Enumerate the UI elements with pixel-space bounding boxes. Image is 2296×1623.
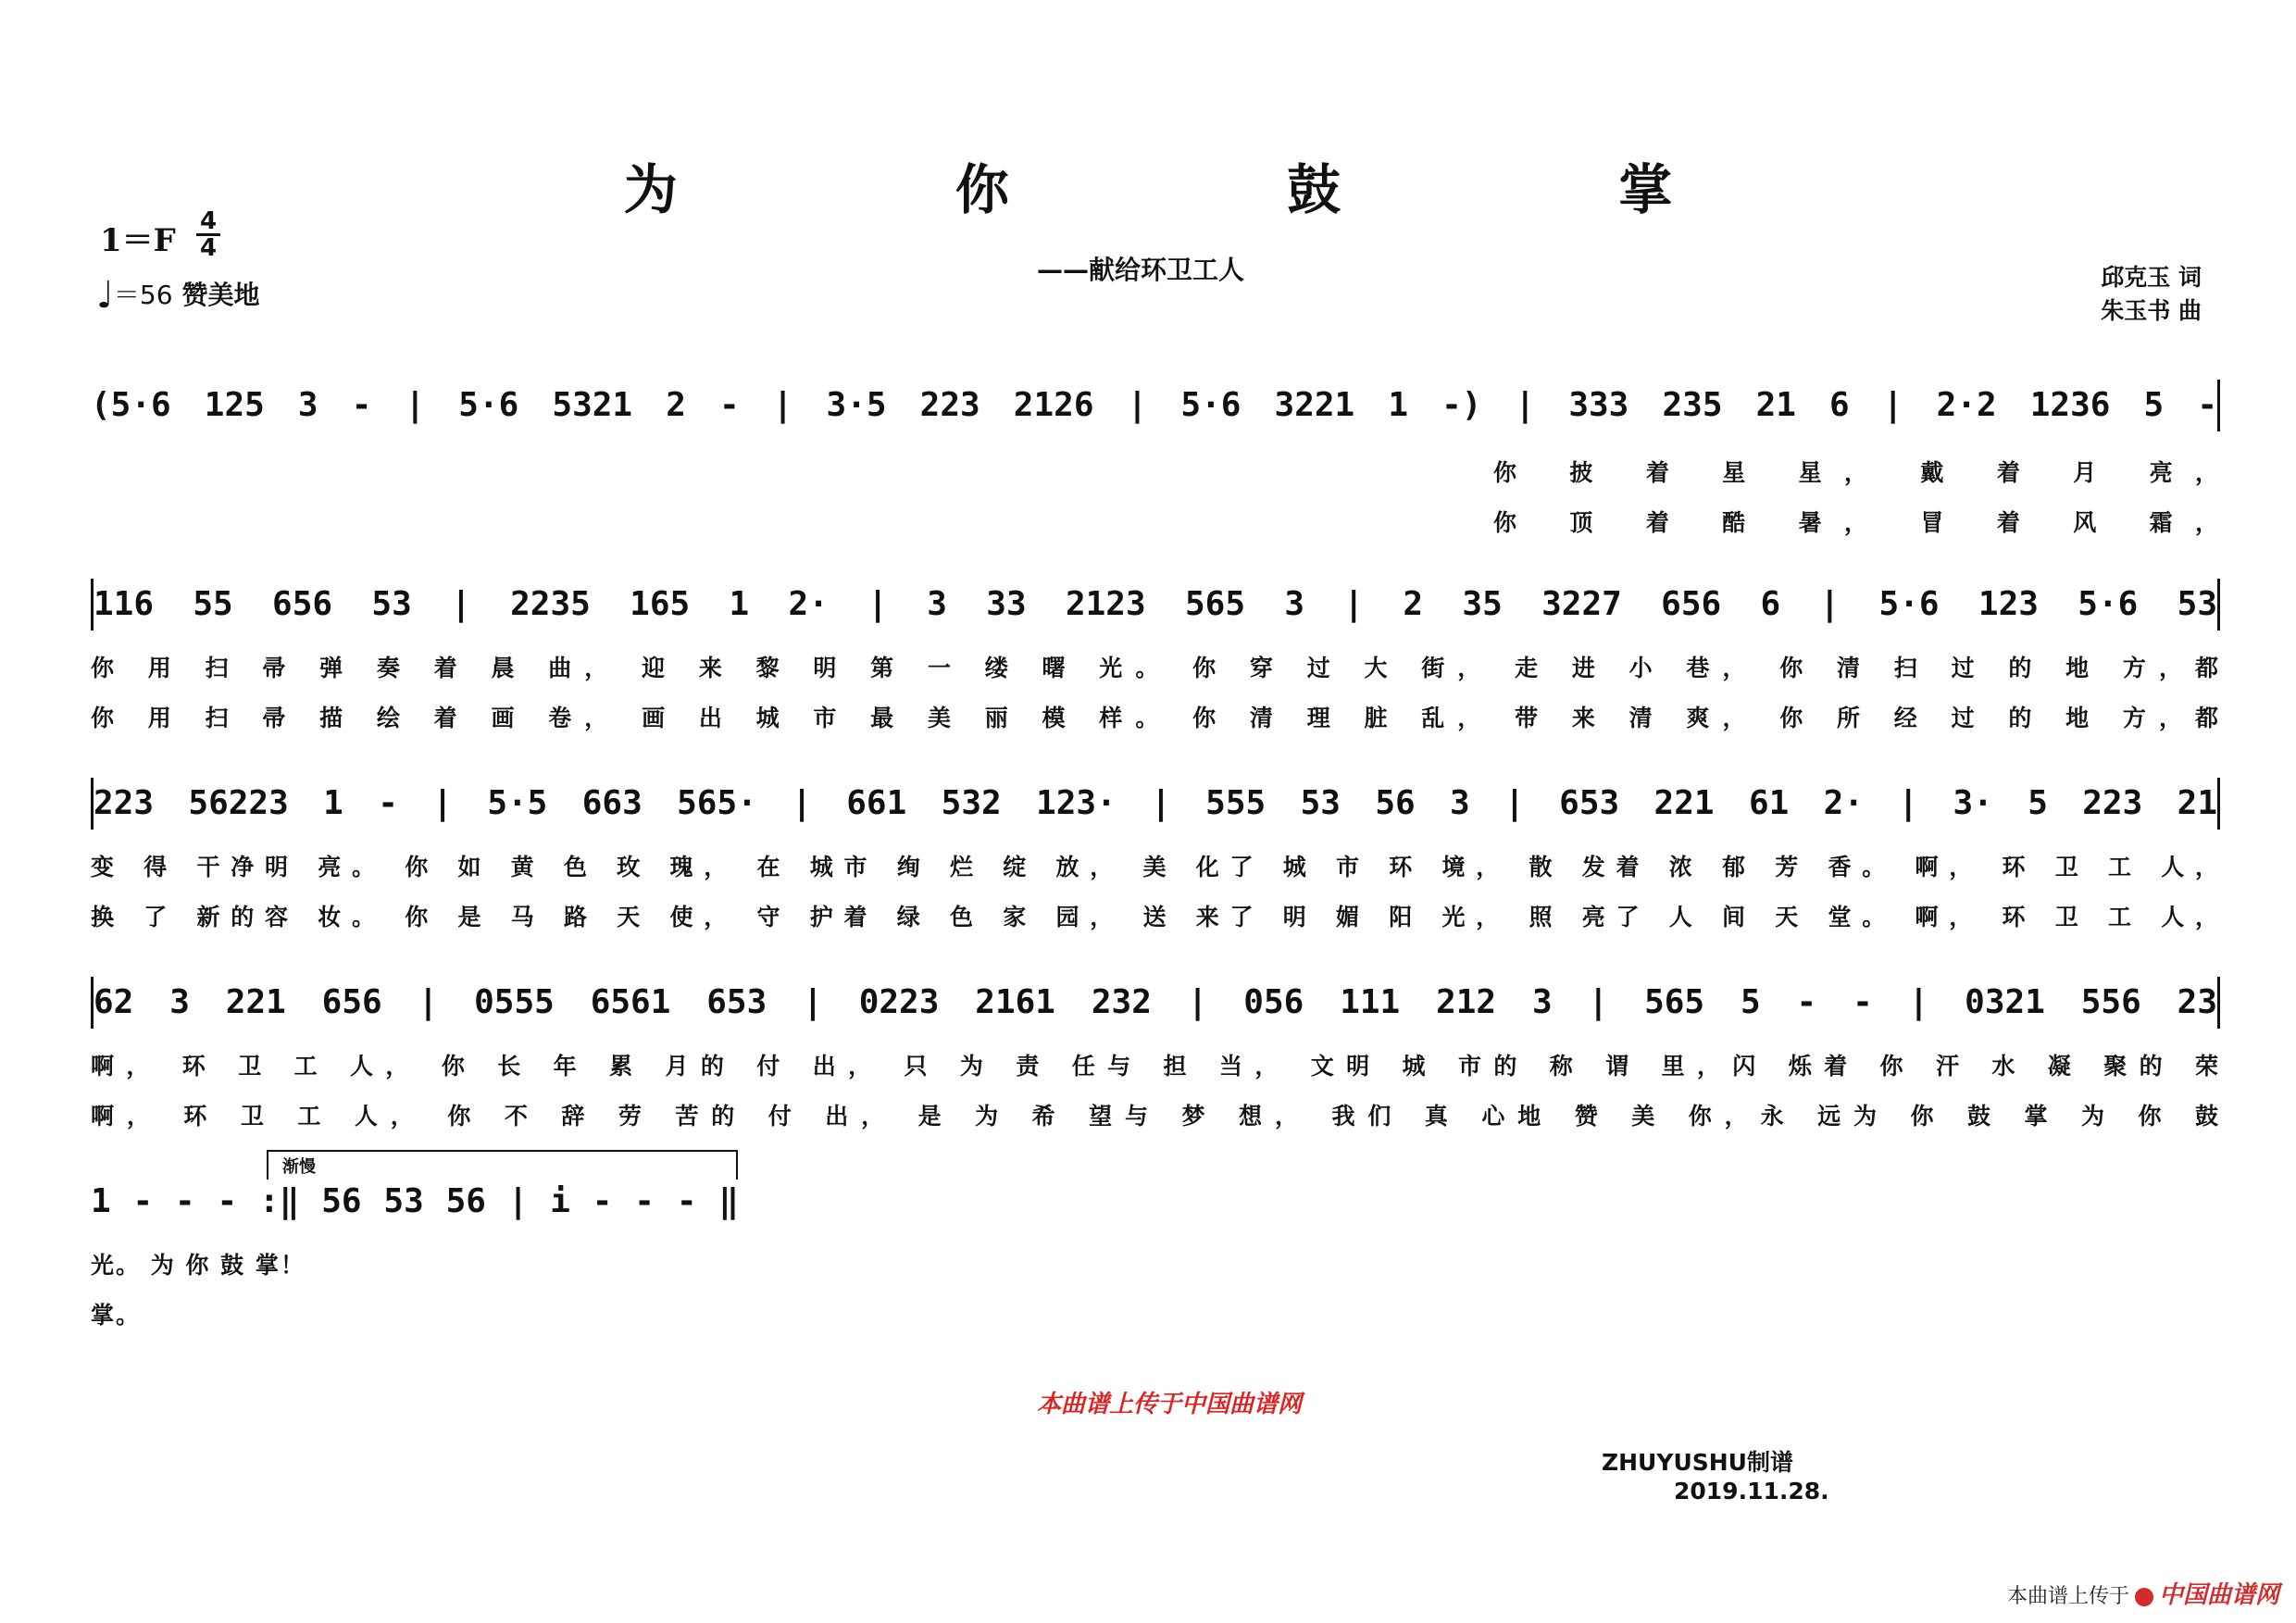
composer: 朱玉书 曲 <box>2101 297 2202 324</box>
time-signature <box>196 209 220 260</box>
staff-system-5 <box>91 1176 2220 1341</box>
meter-bottom: 4 <box>199 234 218 262</box>
footer-watermark <box>2007 1576 2279 1610</box>
tempo-marking <box>96 274 260 317</box>
lyrics-verse-2: 啊， 环 卫 工 人， 你 不 辞 劳 苦的 付 出， 是 为 希 望与 梦 想， 我们 真 心地 赞 美 你，永 远为 你 鼓 掌 为 你 鼓 <box>91 1103 2220 1130</box>
key-signature: 1＝F <box>100 222 176 259</box>
quarter-note-icon: ♩ <box>96 274 114 317</box>
site-logo-icon <box>2135 1588 2153 1606</box>
lyrics-verse-2: 换 了 新的容 妆。 你 是 马 路 天 使， 守 护着 绿 色 家 园， 送 来了 明 媚 阳 光， 照 亮了 人 间 天 堂。 啊， 环 卫 工 人， <box>91 904 2220 930</box>
tempo-value: ＝56 <box>113 280 173 310</box>
notation-line: 62 3 221 656 | 0555 6561 653 | 0223 2161 232 | 056 111 212 3 | 565 5 - - | 0321 556 23 <box>91 977 2220 1029</box>
staff-system-1 <box>91 380 2220 548</box>
song-title: 为 你 鼓 掌 <box>623 158 1803 221</box>
lyrics-verse-1: 你 用 扫 帚 弹 奏 着 晨 曲， 迎 来 黎 明 第 一 缕 曙 光。 你 穿 过 大 街， 走 进 小 巷， 你 清 扫 过 的 地 方，都 <box>91 655 2220 681</box>
notation-line: 1 - - - :‖ 56 53 56 | i - - - ‖ <box>91 1182 739 1220</box>
song-subtitle: ——献给环卫工人 <box>1037 255 1245 285</box>
notation-line: (5·6 125 3 - | 5·6 5321 2 - | 3·5 223 2126 | 5·6 3221 1 -) | 333 235 21 6 | 2·2 1236 5 - <box>91 380 2220 431</box>
lyrics-verse-1: 啊， 环 卫 工 人， 你 长 年 累 月的 付 出， 只 为 责 任与 担 当， 文明 城 市的 称 谓 里，闪 烁着 你 汗 水 凝 聚的 荣 <box>91 1053 2220 1080</box>
footer-prefix: 本曲谱上传于 <box>2006 1585 2129 1608</box>
upload-note: 本曲谱上传于中国曲谱网 <box>1037 1391 1303 1418</box>
site-logo-text: 中国曲谱网 <box>2158 1581 2279 1609</box>
notation-line: 223 56223 1 - | 5·5 663 565· | 661 532 123· | 555 53 56 3 | 653 221 61 2· | 3· 5 223 21 <box>91 778 2220 830</box>
lyrics-verse-2: 你 顶 着 酷 暑， 冒 着 风 霜， <box>1493 509 2220 536</box>
credits <box>2101 261 2202 328</box>
expression-mark: 赞美地 <box>181 280 260 310</box>
lyrics-verse-1: 变 得 干净明 亮。 你 如 黄 色 玫 瑰， 在 城市 绚 烂 绽 放， 美 化了 城 市 环 境， 散 发着 浓 郁 芳 香。 啊， 环 卫 工 人， <box>91 854 2220 880</box>
lyrics-verse-1: 你 披 着 星 星， 戴 着 月 亮， <box>1493 459 2220 486</box>
transcription-date: 2019.11.28. <box>1674 1478 1829 1504</box>
lyrics-verse-2: 掌。 <box>91 1302 142 1329</box>
staff-system-3 <box>91 778 2220 943</box>
transcriber: ZHUYUSHU制谱 <box>1602 1449 1793 1476</box>
lyrics-verse-2: 你 用 扫 帚 描 绘 着 画 卷， 画 出 城 市 最 美 丽 模 样。 你 清 理 脏 乱， 带 来 清 爽， 你 所 经 过 的 地 方，都 <box>91 705 2220 731</box>
ritardando-mark: 渐慢 <box>282 1157 316 1177</box>
staff-system-2 <box>91 579 2220 743</box>
meter-top: 4 <box>196 209 220 236</box>
staff-system-4 <box>91 977 2220 1142</box>
notation-line: 116 55 656 53 | 2235 165 1 2· | 3 33 2123 565 3 | 2 35 3227 656 6 | 5·6 123 5·6 53 <box>91 579 2220 630</box>
lyricist: 邱克玉 词 <box>2101 264 2202 291</box>
lyrics-verse-1: 光。 为 你 鼓 掌！ <box>91 1252 306 1279</box>
